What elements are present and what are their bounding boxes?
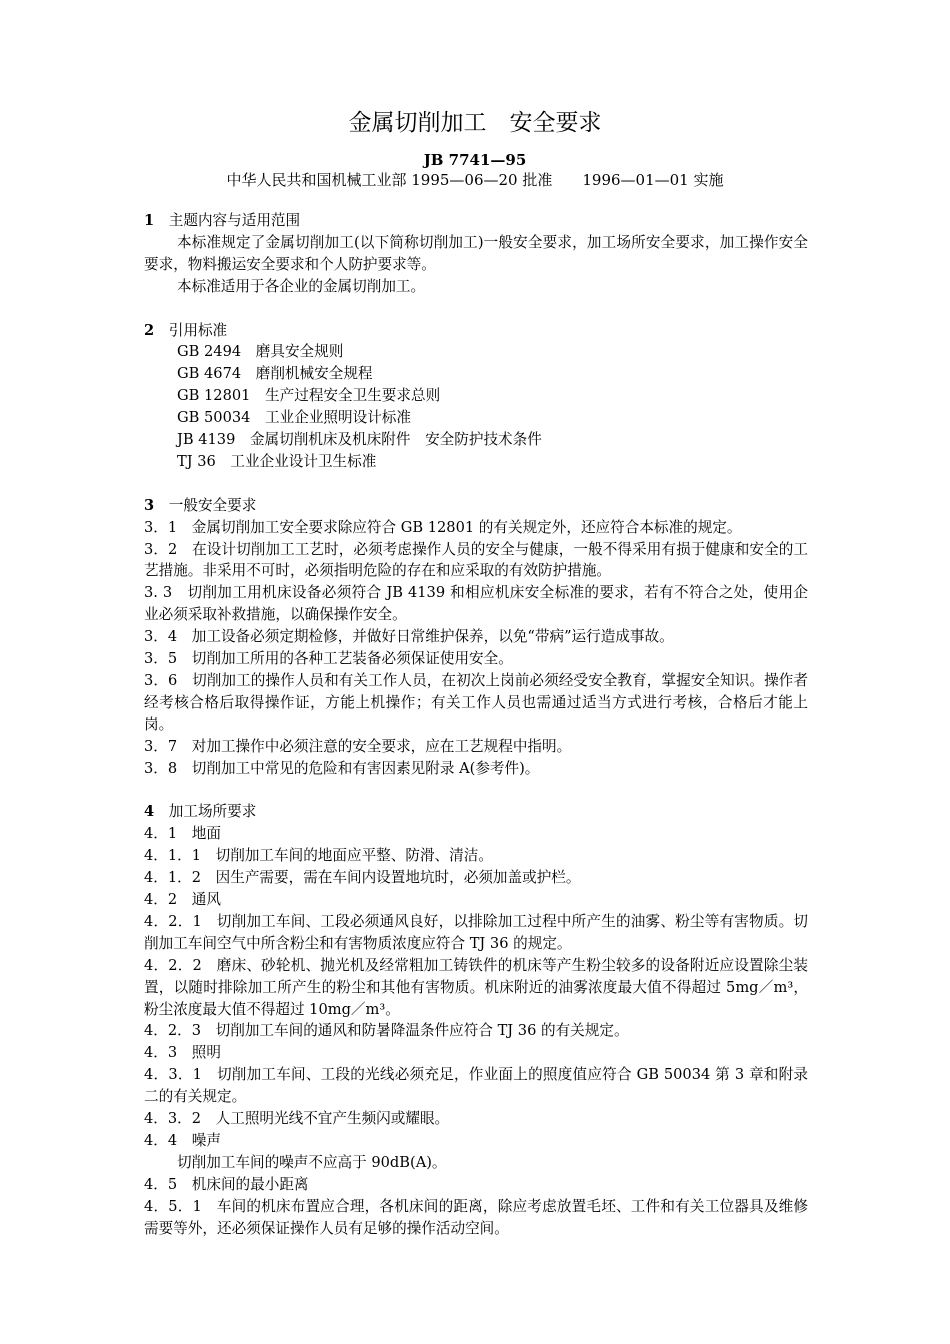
section-title: 引用标准 (168, 321, 228, 339)
clause-number: 4．5．1 (144, 1197, 217, 1215)
clause-number: 4．1．2 (144, 869, 216, 887)
clause-number: 4．2．2 (144, 956, 217, 974)
reference-item: GB 50034 工业企业照明设计标准 (177, 409, 411, 427)
clause-item (144, 626, 808, 648)
section-title: 一般安全要求 (168, 496, 257, 514)
clause-text: 加工设备必须定期检修，并做好日常维护保养，以免“带病”运行造成事故。 (191, 628, 674, 646)
clause-text: 切削加工车间、工段的光线必须充足，作业面上的照度值应符合 GB 50034 第 3 章和附录二的有关规定。 (144, 1066, 808, 1106)
section-number: 4 (144, 803, 155, 821)
clause-item (144, 1196, 808, 1240)
clause-item (144, 758, 808, 780)
clause-item (144, 845, 808, 867)
clause-item (144, 1064, 808, 1108)
clause-number: 3．5 (144, 650, 192, 668)
reference-item: JB 4139 金属切削机床及机床附件 安全防护技术条件 (177, 431, 542, 449)
clause-number: 3．7 (144, 737, 192, 755)
subsection-heading: 4．2 通风 (144, 891, 221, 909)
clause-number: 3．4 (144, 628, 192, 646)
paragraph: 本标准规定了金属切削加工(以下简称切削加工)一般安全要求，加工场所安全要求，加工操作安全要求，物料搬运安全要求和个人防护要求等。 (144, 233, 808, 273)
section-number: 1 (144, 212, 155, 229)
clause-text: 切削加工车间的地面应平整、防滑、清洁。 (215, 847, 493, 865)
subsection-heading: 4．3 照明 (144, 1044, 221, 1062)
clause-number: 3．8 (144, 759, 192, 777)
document-body (144, 210, 808, 1240)
clause-text: 对加工操作中必须注意的安全要求，应在工艺规程中指明。 (191, 737, 572, 755)
clause-number: 3．2 (144, 540, 193, 558)
clause-item (144, 736, 808, 758)
standard-code: JB 7741—95 (423, 151, 527, 169)
issue-info: 中华人民共和国机械工业部 1995—06—20 批准 1996—01—01 实施 (226, 171, 724, 189)
clause-number: 4．3．1 (144, 1066, 217, 1084)
section-heading-1 (144, 210, 808, 232)
subsection-heading: 4．5 机床间的最小距离 (144, 1175, 309, 1193)
clause-item (144, 1020, 808, 1042)
section-title: 加工场所要求 (168, 803, 257, 821)
clause-text: 切削加工的操作人员和有关工作人员，在初次上岗前必须经受安全教育，掌握安全知识。操作者经考核合格后取得操作证，方能上机操作；有关工作人员也需通过适当方式进行考核，合格后才能上岗。 (144, 672, 808, 733)
section-title: 主题内容与适用范围 (168, 212, 301, 229)
clause-item (144, 517, 808, 539)
clause-number: 3．6 (144, 672, 193, 689)
clause-item (144, 582, 808, 626)
clause-text: 金属切削加工安全要求除应符合 GB 12801 的有关规定外，还应符合本标准的规定。 (191, 518, 742, 536)
clause-text: 切削加工中常见的危险和有害因素见附录 A(参考件)。 (191, 759, 540, 777)
paragraph: 切削加工车间的噪声不应高于 90dB(A)。 (177, 1153, 447, 1171)
document-title: 金属切削加工 安全要求 (348, 110, 602, 136)
clause-number: 4．3．2 (144, 1110, 216, 1128)
clause-text: 车间的机床布置应合理，各机床间的距离，除应考虑放置毛坯、工件和有关工位器具及维修需要等外，还必须保证操作人员有足够的操作活动空间。 (144, 1197, 808, 1237)
clause-item (144, 670, 808, 736)
reference-item: GB 2494 磨具安全规则 (177, 343, 344, 361)
clause-number: 4．2．3 (144, 1022, 216, 1040)
reference-item: GB 4674 磨削机械安全规程 (177, 365, 373, 383)
subsection-heading: 4．1 地面 (144, 825, 221, 843)
clause-text: 切削加工所用的各种工艺装备必须保证使用安全。 (191, 650, 513, 668)
clause-number: 3. 3 (144, 584, 188, 602)
clause-item (144, 867, 808, 889)
paragraph: 本标准适用于各企业的金属切削加工。 (177, 277, 426, 295)
clause-text: 人工照明光线不宜产生频闪或耀眼。 (215, 1110, 450, 1128)
clause-item (144, 911, 808, 955)
clause-text: 因生产需要，需在车间内设置地坑时，必须加盖或护栏。 (215, 869, 581, 887)
section-heading-4 (144, 801, 808, 823)
clause-text: 切削加工车间的通风和防暑降温条件应符合 TJ 36 的有关规定。 (215, 1022, 629, 1040)
section-number: 3 (144, 496, 155, 514)
section-number: 2 (144, 321, 155, 339)
clause-text: 切削加工用机床设备必须符合 JB 4139 和相应机床安全标准的要求，若有不符合之处，使用企业必须采取补救措施，以确保操作安全。 (144, 584, 808, 624)
subsection-heading: 4．4 噪声 (144, 1132, 221, 1150)
section-heading-3 (144, 495, 808, 517)
section-heading-2 (144, 320, 808, 342)
clause-number: 3．1 (144, 518, 192, 536)
clause-text: 磨床、砂轮机、抛光机及经常粗加工铸铁件的机床等产生粉尘较多的设备附近应设置除尘装置，以随时排除加工所产生的粉尘和其他有害物质。机床附近的油雾浓度最大值不得超过 5mg／m³，粉尘浓度最大值不得超过 10mg／m³。 (144, 956, 808, 1018)
clause-item (144, 539, 808, 583)
reference-item: GB 12801 生产过程安全卫生要求总则 (177, 387, 441, 405)
clause-item (144, 648, 808, 670)
reference-item: TJ 36 工业企业设计卫生标准 (177, 452, 377, 470)
clause-number: 4．2．1 (144, 912, 217, 930)
clause-number: 4．1．1 (144, 847, 216, 865)
clause-item (144, 955, 808, 1021)
clause-text: 在设计切削加工工艺时，必须考虑操作人员的安全与健康，一般不得采用有损于健康和安全的工艺措施。非采用不可时，必须指明危险的存在和应采取的有效防护措施。 (144, 540, 808, 580)
clause-item (144, 1108, 808, 1130)
clause-text: 切削加工车间、工段必须通风良好，以排除加工过程中所产生的油雾、粉尘等有害物质。切削加工车间空气中所含粉尘和有害物质浓度应符合 TJ 36 的规定。 (144, 912, 808, 952)
